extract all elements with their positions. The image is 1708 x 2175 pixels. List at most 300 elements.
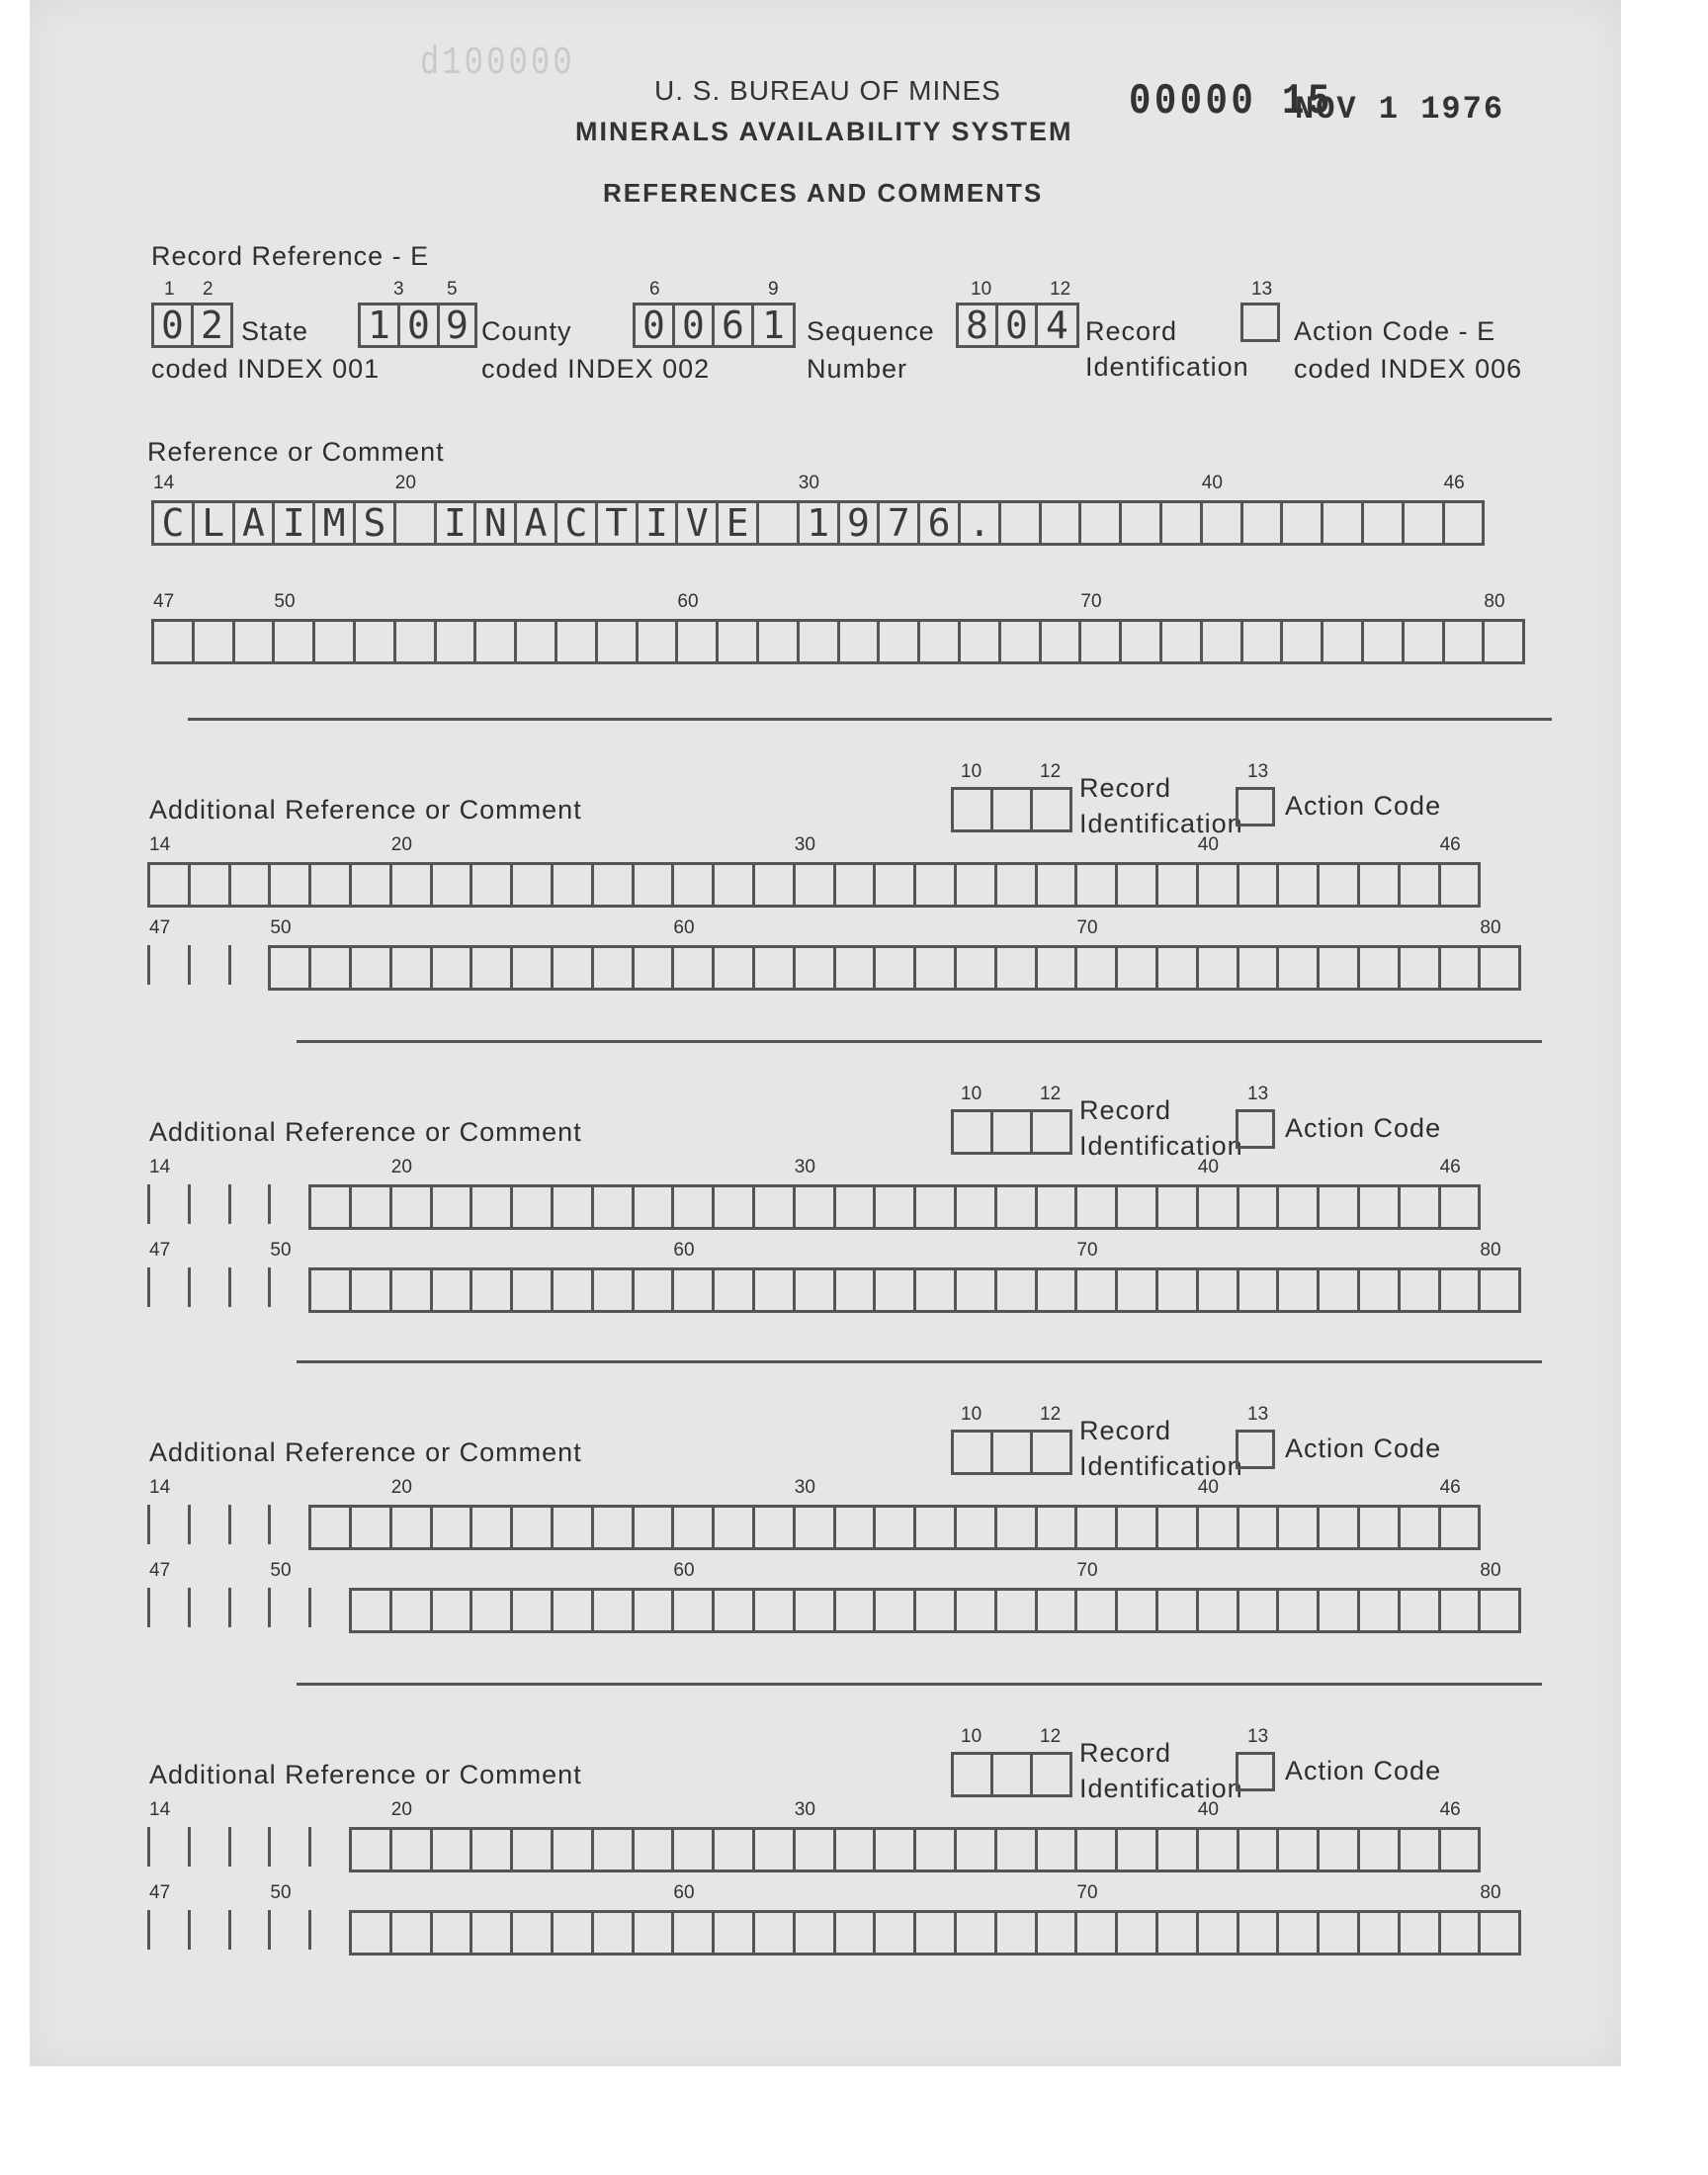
box-divider [228, 1588, 231, 1627]
char-box [916, 1270, 957, 1310]
char-box [755, 865, 796, 905]
action-code-label: Action Code - E [1294, 316, 1496, 346]
county-digit: 1 [368, 304, 390, 347]
char-box [1441, 1913, 1482, 1953]
char-box [836, 1591, 877, 1630]
col-num: 40 [1197, 1799, 1219, 1820]
char-box [1324, 622, 1364, 661]
char-box [472, 865, 513, 905]
char-box [356, 622, 396, 661]
box-divider [188, 1588, 191, 1627]
char-box [954, 790, 993, 829]
char-box [635, 1187, 675, 1227]
handwritten-char: A [242, 501, 265, 545]
col-num: 20 [390, 1157, 412, 1177]
char-box [513, 865, 554, 905]
char-box [433, 865, 473, 905]
state-code-field[interactable] [151, 303, 233, 348]
box-divider [268, 1910, 271, 1950]
char-box [392, 865, 433, 905]
section-divider [297, 1040, 1542, 1043]
char-box [352, 1187, 392, 1227]
box-divider [188, 1910, 191, 1950]
section-divider [297, 1683, 1542, 1686]
col-num: 80 [1480, 1240, 1501, 1261]
additional-line-1[interactable] [308, 1505, 1481, 1550]
additional-line-2[interactable] [308, 1267, 1521, 1313]
char-box [1441, 948, 1482, 988]
char-box [557, 503, 598, 543]
char-box [554, 1187, 594, 1227]
additional-line-2[interactable] [349, 1588, 1521, 1633]
char-box [1283, 622, 1324, 661]
box-divider [188, 1267, 191, 1307]
col-num: 12 [1040, 761, 1062, 782]
char-box [437, 622, 477, 661]
char-box [554, 1591, 594, 1630]
char-box [836, 1913, 877, 1953]
char-box [513, 948, 554, 988]
char-box [1360, 865, 1401, 905]
char-box [1441, 865, 1482, 905]
char-box [1038, 1508, 1078, 1547]
char-box [957, 1187, 997, 1227]
sequence-digit: 0 [642, 304, 665, 347]
char-box [1320, 1830, 1360, 1870]
col-num: 30 [798, 473, 819, 493]
char-box [997, 1508, 1038, 1547]
char-box [154, 622, 195, 661]
sequence-number-field[interactable] [633, 303, 796, 348]
char-box [311, 1270, 352, 1310]
char-box [1199, 1508, 1239, 1547]
state-index-label: coded INDEX 001 [151, 354, 381, 384]
char-box [352, 1830, 392, 1870]
county-code-field[interactable] [358, 303, 477, 348]
char-box [1077, 1270, 1118, 1310]
char-box [1118, 1270, 1158, 1310]
char-box [876, 1270, 916, 1310]
char-box [1485, 622, 1525, 661]
char-box [513, 1591, 554, 1630]
char-box [993, 1112, 1033, 1152]
record-identification-label: Identification [1079, 1451, 1243, 1481]
char-box [916, 1187, 957, 1227]
char-box [392, 1187, 433, 1227]
char-box [1320, 865, 1360, 905]
sequence-number-label: Number [807, 354, 908, 384]
char-box [1118, 1591, 1158, 1630]
col-num: 50 [270, 917, 292, 938]
char-box [513, 1187, 554, 1227]
char-box [1401, 1187, 1441, 1227]
char-box [1320, 1591, 1360, 1630]
additional-line-2[interactable] [349, 1910, 1521, 1956]
char-box [635, 1270, 675, 1310]
char-box [311, 1508, 352, 1547]
box-divider [147, 1827, 150, 1867]
char-box [594, 1830, 635, 1870]
additional-comment-label: Additional Reference or Comment [149, 795, 582, 825]
handwritten-char: N [483, 501, 507, 545]
record-identification-label: Identification [1079, 1131, 1243, 1161]
char-box [1199, 1187, 1239, 1227]
char-box [554, 865, 594, 905]
box-divider [147, 1184, 150, 1224]
char-box [433, 1830, 473, 1870]
char-box [1441, 1187, 1482, 1227]
char-box [472, 1830, 513, 1870]
char-box [1077, 1508, 1118, 1547]
char-box [957, 865, 997, 905]
char-box [1401, 1913, 1441, 1953]
char-box [1038, 865, 1078, 905]
handwritten-char: A [524, 501, 548, 545]
state-digit: 0 [161, 304, 184, 347]
col-num: 40 [1197, 1477, 1219, 1498]
char-box [311, 948, 352, 988]
char-box [920, 622, 961, 661]
char-box [433, 1270, 473, 1310]
additional-comment-label: Additional Reference or Comment [149, 1760, 582, 1789]
char-box [1445, 503, 1486, 543]
char-box [315, 622, 356, 661]
char-box [195, 503, 235, 543]
char-box [836, 1508, 877, 1547]
char-box [513, 1270, 554, 1310]
col-num: 70 [1076, 1882, 1098, 1903]
col-num: 80 [1480, 917, 1501, 938]
char-box [1203, 622, 1243, 661]
box-divider [268, 1588, 271, 1627]
section-divider [188, 718, 1552, 721]
action-code-label: Action Code [1285, 1756, 1442, 1785]
handwritten-char: E [726, 501, 749, 545]
additional-line-2[interactable] [268, 945, 1521, 991]
char-box [311, 1187, 352, 1227]
box-divider [188, 1184, 191, 1224]
char-box [674, 865, 715, 905]
record-label: Record [1079, 1416, 1172, 1445]
char-box [755, 1270, 796, 1310]
char-box [554, 1508, 594, 1547]
char-box [1199, 948, 1239, 988]
additional-action-code-box[interactable] [1236, 787, 1275, 826]
char-box [796, 1270, 836, 1310]
col-num: 30 [794, 1477, 815, 1498]
char-box [1199, 1913, 1239, 1953]
char-box [954, 1112, 993, 1152]
char-box [392, 1270, 433, 1310]
char-box [876, 865, 916, 905]
char-box [997, 865, 1038, 905]
box-divider [308, 1827, 311, 1867]
handwritten-char: I [645, 501, 668, 545]
col-num: 47 [153, 591, 175, 612]
char-box [674, 1187, 715, 1227]
char-box [674, 948, 715, 988]
char-box [1360, 1187, 1401, 1227]
char-box [1481, 1270, 1521, 1310]
char-box [997, 1187, 1038, 1227]
char-box [1441, 1508, 1482, 1547]
sequence-digit: 0 [682, 304, 705, 347]
additional-line-1[interactable] [147, 862, 1481, 908]
char-box [1320, 1913, 1360, 1953]
char-box [513, 1913, 554, 1953]
box-divider [268, 1827, 271, 1867]
additional-record-id-field[interactable] [951, 1109, 1072, 1155]
handwritten-char: C [564, 501, 588, 545]
reference-line-2[interactable] [151, 619, 1525, 664]
char-box [433, 1913, 473, 1953]
col-num: 80 [1480, 1560, 1501, 1581]
action-code-index-label: coded INDEX 006 [1294, 354, 1523, 384]
char-box [1122, 622, 1162, 661]
col-num: 6 [649, 279, 660, 300]
char-box [1239, 1591, 1280, 1630]
char-box [678, 622, 719, 661]
char-box [1279, 948, 1320, 988]
char-box [1360, 1830, 1401, 1870]
char-box [352, 948, 392, 988]
char-box [1038, 1591, 1078, 1630]
char-box [1033, 1755, 1072, 1794]
col-num: 20 [390, 834, 412, 855]
char-box [437, 503, 477, 543]
col-num: 13 [1247, 1084, 1269, 1104]
col-num: 12 [1050, 279, 1071, 300]
char-box [635, 1913, 675, 1953]
char-box [476, 503, 517, 543]
col-num: 46 [1443, 473, 1465, 493]
char-box [352, 1508, 392, 1547]
col-num: 10 [971, 279, 992, 300]
col-num: 70 [1076, 917, 1098, 938]
char-box [1038, 1830, 1078, 1870]
char-box [1118, 1508, 1158, 1547]
char-box [1122, 503, 1162, 543]
col-num: 46 [1439, 834, 1461, 855]
char-box [594, 1508, 635, 1547]
char-box [1118, 1187, 1158, 1227]
char-box [719, 503, 759, 543]
char-box [594, 1187, 635, 1227]
char-box [755, 948, 796, 988]
char-box [997, 1830, 1038, 1870]
char-box [920, 503, 961, 543]
char-box [916, 1591, 957, 1630]
char-box [997, 1913, 1038, 1953]
char-box [1118, 948, 1158, 988]
char-box [472, 1187, 513, 1227]
char-box [517, 622, 557, 661]
char-box [957, 1591, 997, 1630]
char-box [1279, 1913, 1320, 1953]
stamp-number: 00000 15 [1129, 77, 1333, 127]
additional-record-id-field[interactable] [951, 1430, 1072, 1475]
sequence-digit: 6 [722, 304, 744, 347]
char-box [1360, 1913, 1401, 1953]
char-box [1199, 1830, 1239, 1870]
char-box [836, 1187, 877, 1227]
char-box [755, 1508, 796, 1547]
char-box [1481, 1591, 1521, 1630]
char-box [639, 503, 679, 543]
col-num: 47 [149, 917, 171, 938]
char-box [352, 1591, 392, 1630]
record-id-field[interactable] [956, 303, 1079, 348]
char-box [1481, 1913, 1521, 1953]
char-box [476, 622, 517, 661]
additional-action-code-box[interactable] [1236, 1430, 1275, 1469]
record-id-digit: 4 [1046, 304, 1068, 347]
char-box [1441, 1591, 1482, 1630]
char-box [1158, 1508, 1199, 1547]
county-index-label: coded INDEX 002 [481, 354, 711, 384]
char-box [1243, 503, 1284, 543]
char-box [957, 948, 997, 988]
char-box [433, 1508, 473, 1547]
box-divider [268, 1267, 271, 1307]
col-num: 2 [203, 279, 214, 300]
col-num: 30 [794, 1799, 815, 1820]
char-box [674, 1913, 715, 1953]
char-box [271, 865, 311, 905]
col-num: 47 [149, 1240, 171, 1261]
record-id-digit: 8 [966, 304, 988, 347]
box-divider [308, 1588, 311, 1627]
char-box [1320, 1508, 1360, 1547]
char-box [1401, 865, 1441, 905]
char-box [1445, 622, 1486, 661]
box-divider [147, 945, 150, 985]
record-reference-label: Record Reference - E [151, 241, 430, 271]
char-box [1158, 1187, 1199, 1227]
handwritten-char: C [161, 501, 185, 545]
char-box [715, 1591, 755, 1630]
char-box [1243, 622, 1284, 661]
col-num: 30 [794, 834, 815, 855]
char-box [1118, 1913, 1158, 1953]
handwritten-char: I [444, 501, 467, 545]
sequence-digit: 1 [762, 304, 785, 347]
additional-record-id-field[interactable] [951, 1752, 1072, 1797]
char-box [1239, 1913, 1280, 1953]
system-title: MINERALS AVAILABILITY SYSTEM [575, 117, 1073, 146]
char-box [1033, 1112, 1072, 1152]
additional-line-1[interactable] [308, 1184, 1481, 1230]
char-box [1199, 1591, 1239, 1630]
handwritten-char: S [363, 501, 386, 545]
char-box [796, 865, 836, 905]
char-box [635, 1591, 675, 1630]
char-box [1401, 948, 1441, 988]
char-box [961, 622, 1001, 661]
col-num: 13 [1247, 761, 1269, 782]
col-num: 14 [149, 1157, 171, 1177]
col-num: 30 [794, 1157, 815, 1177]
char-box [392, 1591, 433, 1630]
char-box [796, 1508, 836, 1547]
record-identification-label: Identification [1079, 809, 1243, 838]
col-num: 10 [961, 1084, 982, 1104]
char-box [1364, 503, 1405, 543]
char-box [916, 1508, 957, 1547]
char-box [1441, 1830, 1482, 1870]
char-box [1077, 1187, 1118, 1227]
char-box [755, 1591, 796, 1630]
char-box [916, 1913, 957, 1953]
col-num: 47 [149, 1560, 171, 1581]
char-box [755, 1187, 796, 1227]
char-box [1203, 503, 1243, 543]
record-identification-label: Identification [1085, 352, 1249, 382]
col-num: 5 [447, 279, 458, 300]
record-label: Record [1079, 1738, 1172, 1768]
col-num: 9 [768, 279, 779, 300]
char-box [1405, 503, 1445, 543]
char-box [715, 865, 755, 905]
char-box [876, 1187, 916, 1227]
char-box [876, 1830, 916, 1870]
char-box [311, 865, 352, 905]
state-label: State [241, 316, 309, 346]
char-box [396, 622, 437, 661]
char-box [1405, 622, 1445, 661]
char-box [1360, 1270, 1401, 1310]
char-box [554, 1830, 594, 1870]
char-box [635, 865, 675, 905]
handwritten-char: . [968, 501, 991, 545]
char-box [916, 865, 957, 905]
additional-action-code-box[interactable] [1236, 1752, 1275, 1791]
col-num: 20 [390, 1799, 412, 1820]
char-box [840, 622, 881, 661]
additional-action-code-box[interactable] [1236, 1109, 1275, 1149]
col-num: 10 [961, 1726, 982, 1747]
col-num: 60 [673, 1882, 695, 1903]
char-box [275, 622, 315, 661]
col-num: 13 [1247, 1726, 1269, 1747]
char-box [392, 1830, 433, 1870]
char-box [275, 503, 315, 543]
additional-record-id-field[interactable] [951, 787, 1072, 832]
char-box [557, 622, 598, 661]
col-num: 46 [1439, 1799, 1461, 1820]
box-divider [268, 1184, 271, 1224]
char-box [271, 948, 311, 988]
reference-line-1[interactable] [151, 500, 1485, 546]
char-box [715, 948, 755, 988]
action-code-box[interactable] [1240, 303, 1280, 342]
handwritten-char: I [282, 501, 305, 545]
county-label: County [481, 316, 572, 346]
col-num: 14 [149, 1799, 171, 1820]
char-box [957, 1913, 997, 1953]
additional-line-1[interactable] [349, 1827, 1481, 1872]
char-box [715, 1270, 755, 1310]
handwritten-char: M [322, 501, 346, 545]
col-num: 12 [1040, 1404, 1062, 1425]
char-box [755, 1913, 796, 1953]
char-box [1401, 1508, 1441, 1547]
char-box [674, 1830, 715, 1870]
char-box [1279, 865, 1320, 905]
char-box [1077, 1830, 1118, 1870]
char-box [392, 1913, 433, 1953]
additional-comment-label: Additional Reference or Comment [149, 1117, 582, 1147]
